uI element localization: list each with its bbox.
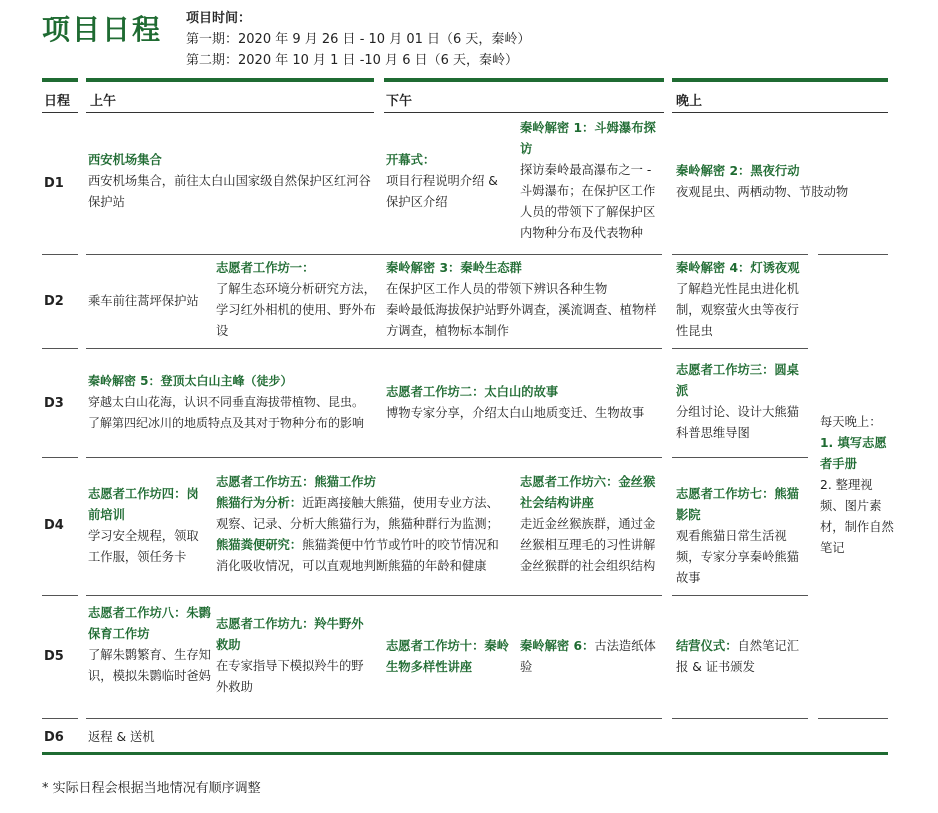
rule [42,457,78,458]
activity-desc: 分组讨论、设计大熊猫科普思维导图 [676,405,799,440]
rule [42,112,78,113]
rule [672,254,808,255]
activity-desc: 项目行程说明介绍 & 保护区介绍 [386,174,498,209]
day-label-d1: D1 [44,176,64,191]
d3-evening [676,360,808,444]
d4-morning-2 [216,472,500,577]
header-afternoon: 下午 [386,94,413,109]
nightly-item-1: 1. 填写志愿者手册 [820,436,887,471]
subtopic-text: 近距离接触大熊猫，使用专业方法、观察、记录、分析大熊猫行为，熊猫种群行为监测； [216,496,499,531]
activity-desc: 西安机场集合，前往太白山国家级自然保护区红河谷保护站 [88,174,371,209]
activity-title: 西安机场集合 [88,153,162,167]
d2-evening [676,258,808,342]
rule [86,78,374,82]
activity-title: 秦岭解密 6： [520,639,595,653]
d2-morning-2 [216,258,376,342]
d2-morning-1 [88,291,208,312]
day-label-d4: D4 [44,518,64,533]
rule [672,457,808,458]
activity-desc: 自然笔记汇报 & 证书颁发 [676,639,799,674]
activity-desc: 穿越太白山花海，认识不同垂直海拔带植物、昆虫。 了解第四纪冰川的地质特点及其对于物种分布的影响 [88,395,365,430]
page-title: 项目日程 [42,13,163,46]
day-label-d6: D6 [44,730,64,745]
project-time-label: 项目时间： [186,11,252,26]
rule [672,595,808,596]
rule [42,718,78,719]
rule [42,595,78,596]
activity-desc: 学习安全规程，领取工作服，领任务卡 [88,529,199,564]
d5-morning-2 [216,614,374,698]
d4-afternoon [520,472,666,577]
header-day: 日程 [44,94,71,109]
subtopic-label: 熊猫行为分析： [216,496,303,510]
d5-afternoon-1 [386,636,514,678]
d1-morning [88,150,374,213]
rule [86,348,662,349]
activity-title: 秦岭解密 1：斗姆瀑布探访 [520,121,656,156]
activity-desc: 了解生态环境分析研究方法，学习红外相机的使用、野外布设 [216,282,376,338]
header-evening: 晚上 [676,94,703,109]
activity-title: 开幕式： [386,153,436,167]
activity-desc: 博物专家分享，介绍太白山地质变迁、生物故事 [386,406,645,420]
d3-morning [88,371,380,434]
activity-desc: 在专家指导下模拟羚牛的野外救助 [216,659,364,694]
activity-desc: 探访秦岭最高瀑布之一 - 斗姆瀑布；在保护区工作人员的带领下了解保护区内物种分布及代表物种 [520,163,656,240]
activity-title: 志愿者工作坊九：羚牛野外救助 [216,617,364,652]
activity-title: 志愿者工作坊六：金丝猴社会结构讲座 [520,475,656,510]
activity-desc: 古法造纸体验 [520,639,656,674]
activity-title: 志愿者工作坊七：熊猫影院 [676,487,799,522]
activity-title: 志愿者工作坊三：圆桌派 [676,363,799,398]
d3-afternoon [386,382,664,424]
activity-title: 志愿者工作坊八：朱鹮保育工作坊 [88,606,211,641]
activity-title: 志愿者工作坊四：岗前培训 [88,487,199,522]
rule [86,457,662,458]
day-label-d3: D3 [44,396,64,411]
rule [42,752,888,755]
rule [86,595,662,596]
rule [818,254,888,255]
rule [384,112,664,113]
phase-2: 第二期：2020 年 10 月 1 日 -10 月 6 日（6 天，秦岭） [186,53,518,68]
d5-afternoon-2 [520,636,666,678]
subtopic-text: 熊猫粪便中竹节或竹叶的咬节情况和消化吸收情况，可以直观地判断熊猫的年龄和健康 [216,538,499,573]
activity-title: 秦岭解密 3：秦岭生态群 [386,261,522,275]
activity-title: 秦岭解密 4：灯诱夜观 [676,261,800,275]
d2-afternoon [386,258,664,342]
nightly-intro: 每天晚上： [820,415,882,429]
activity-title: 结营仪式： [676,639,738,653]
d4-evening [676,484,808,589]
activity-title: 志愿者工作坊五：熊猫工作坊 [216,475,376,489]
activity-desc: 走近金丝猴族群，通过金丝猴相互理毛的习性讲解金丝猴群的社会组织结构 [520,517,656,573]
day-label-d5: D5 [44,649,64,664]
subtopic-label: 熊猫粪便研究： [216,538,303,552]
activity-title: 志愿者工作坊十：秦岭生物多样性讲座 [386,639,509,674]
activity-desc: 乘车前往蒿坪保护站 [88,294,199,308]
nightly-item-2: 2. 整理视频、图片素材，制作自然笔记 [820,478,894,555]
d5-morning-1 [88,603,212,687]
activity-desc-1 [216,493,500,535]
d1-afternoon-1 [386,150,511,213]
rule [818,718,888,719]
rule [672,112,888,113]
rule [42,254,78,255]
rule [42,348,78,349]
activity-desc: 返程 & 送机 [88,730,155,744]
activity-title: 志愿者工作坊一： [216,261,315,275]
day-label-d2: D2 [44,294,64,309]
rule [86,718,662,719]
rule [384,78,664,82]
d4-morning-1 [88,484,208,568]
rule [672,348,808,349]
rule [672,78,888,82]
activity-title: 志愿者工作坊二：太白山的故事 [386,385,559,399]
activity-desc: 了解趋光性昆虫进化机制，观察萤火虫等夜行性昆虫 [676,282,799,338]
rule [86,112,374,113]
activity-desc-2 [216,535,500,577]
d1-evening [676,161,886,203]
d5-evening [676,636,808,678]
phase-1: 第一期：2020 年 9 月 26 日 - 10 月 01 日（6 天，秦岭） [186,32,531,47]
activity-desc: 观看熊猫日常生活视频，专家分享秦岭熊猫故事 [676,529,799,585]
rule [672,718,808,719]
header-morning: 上午 [90,94,117,109]
rule [42,78,78,82]
d6-morning [88,727,374,748]
rule [86,254,662,255]
nightly-tasks [820,412,894,559]
project-time [186,8,530,71]
footnote: * 实际日程会根据当地情况有顺序调整 [42,781,261,796]
d1-afternoon-2 [520,118,665,244]
activity-title: 秦岭解密 5：登顶太白山主峰（徒步） [88,374,293,388]
activity-title: 秦岭解密 2：黑夜行动 [676,164,800,178]
activity-desc: 在保护区工作人员的带领下辨识各种生物 秦岭最低海拔保护站野外调查，溪流调查、植物样方调查，植物标本制作 [386,282,657,338]
activity-desc: 了解朱鹮繁育、生存知识，模拟朱鹮临时爸妈 [88,648,211,683]
activity-desc: 夜观昆虫、两栖动物、节肢动物 [676,185,849,199]
